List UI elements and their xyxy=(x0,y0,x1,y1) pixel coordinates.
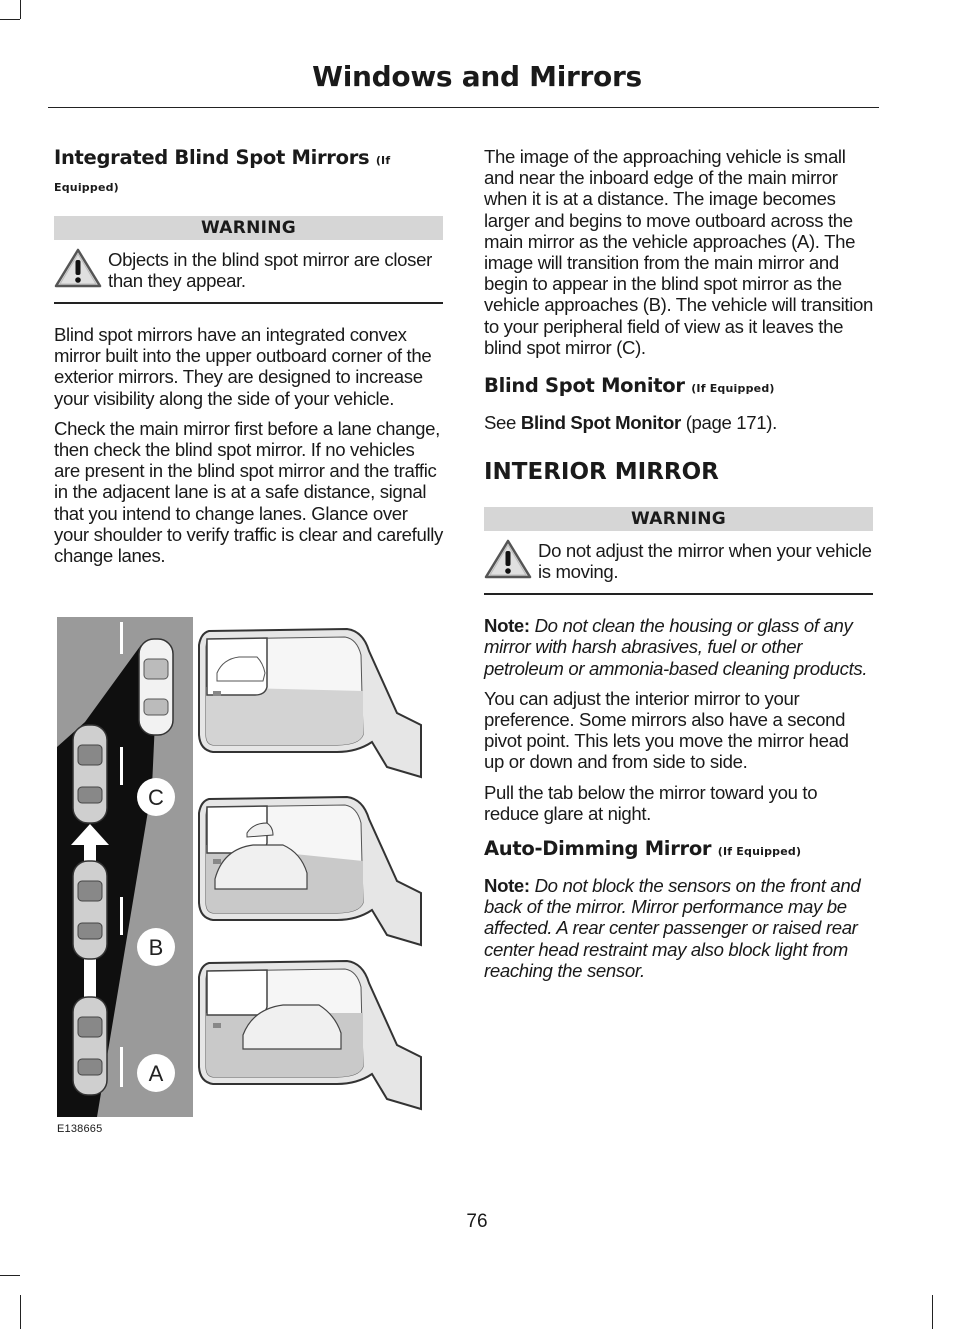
crop-mark xyxy=(0,1275,20,1276)
callout-A xyxy=(137,1054,175,1092)
warning-box xyxy=(484,531,873,595)
note-text: Do not block the sensors on the front and back of the mirror. Mirror performance may be affected. A rear center passenger or raised rear center head restraint may also block light from reaching the sensor. xyxy=(484,875,861,981)
warning-triangle-icon xyxy=(54,248,102,288)
callout-label: A xyxy=(148,1061,164,1086)
paragraph: Check the main mirror first before a lane change, then check the blind spot mirror. If no vehicles are present in the blind spot mirror and the traffic in the adjacent lane is at a safe distance, signal that you intend to change lanes. Glance over your shoulder to verify traffic is clear and carefully change lanes. xyxy=(54,417,443,567)
note xyxy=(484,875,873,981)
heading-text: Blind Spot Monitor xyxy=(484,374,685,398)
crop-mark xyxy=(0,19,20,20)
note-label: Note: xyxy=(484,615,530,637)
callout-label: B xyxy=(148,935,164,960)
paragraph: You can adjust the interior mirror to your preference. Some mirrors also have a second pivot point. This lets you move the mirror head up or down and from side to side. xyxy=(484,687,849,773)
left-column xyxy=(54,146,443,566)
car-topview xyxy=(73,997,107,1095)
paragraph: Blind spot mirrors have an integrated convex mirror built into the upper outboard corner of the exterior mirrors. They are designed to increase your visibility along the side of your vehicle. xyxy=(54,324,432,409)
warning-text: Do not adjust the mirror when your vehicle is moving. xyxy=(538,540,872,583)
page-number: 76 xyxy=(466,1211,488,1232)
cross-reference xyxy=(484,412,873,433)
car-topview xyxy=(139,639,173,735)
right-column xyxy=(484,146,873,981)
side-mirror-view xyxy=(199,629,421,777)
heading-qualifier: (If Equipped) xyxy=(717,845,802,859)
see-prefix: See xyxy=(484,412,517,434)
section-heading-interior-mirror: INTERIOR MIRROR xyxy=(484,459,719,486)
note-text: Do not clean the housing or glass of any mirror with harsh abrasives, fuel or other petroleum or ammonia-based cleaning products. xyxy=(484,615,868,679)
paragraph: Pull the tab below the mirror toward you to reduce glare at night. xyxy=(484,781,818,824)
blind-spot-mirror-illustration xyxy=(57,617,427,1122)
warning-label: WARNING xyxy=(484,507,873,531)
side-mirror-view xyxy=(199,797,421,945)
car-topview xyxy=(73,861,107,959)
heading-text: Integrated Blind Spot Mirrors xyxy=(54,146,370,169)
page-title: Windows and Mirrors xyxy=(312,60,642,93)
warning-box xyxy=(54,240,443,304)
figure-id: E138665 xyxy=(57,1123,103,1135)
crop-mark xyxy=(20,1295,21,1329)
heading-qualifier: (If Equipped) xyxy=(691,382,775,396)
crop-mark xyxy=(932,1295,933,1329)
side-mirror-view xyxy=(199,961,421,1109)
title-divider xyxy=(48,107,879,108)
paragraph: The image of the approaching vehicle is small and near the inboard edge of the main mirror when it is at a distance. The image becomes larger and begins to move outboard across the main mirror as the vehicle approaches (A). The image will transition from the main mirror and begin to appear in the blind spot mirror as the vehicle approaches (B). The vehicle will transition to your peripheral field of view as it leaves the blind spot mirror (C). xyxy=(484,146,873,358)
section-heading-blind-spot-mirrors xyxy=(54,146,443,200)
callout-label: C xyxy=(148,785,164,810)
warning-label: WARNING xyxy=(54,216,443,240)
callout-B xyxy=(137,928,175,966)
note-label: Note: xyxy=(484,875,530,897)
car-topview xyxy=(73,725,107,823)
see-suffix: (page 171). xyxy=(685,412,777,434)
warning-text: Objects in the blind spot mirror are closer than they appear. xyxy=(108,249,432,292)
warning-triangle-icon xyxy=(484,539,532,579)
heading-qualifier: (If Equipped) xyxy=(54,154,391,194)
crop-mark xyxy=(20,0,21,19)
heading-text: Auto-Dimming Mirror xyxy=(484,837,712,861)
see-link[interactable]: Blind Spot Monitor xyxy=(520,412,681,434)
callout-C xyxy=(137,778,175,816)
section-heading-auto-dimming-mirror xyxy=(484,836,873,865)
note xyxy=(484,615,873,679)
section-heading-blind-spot-monitor xyxy=(484,373,873,402)
